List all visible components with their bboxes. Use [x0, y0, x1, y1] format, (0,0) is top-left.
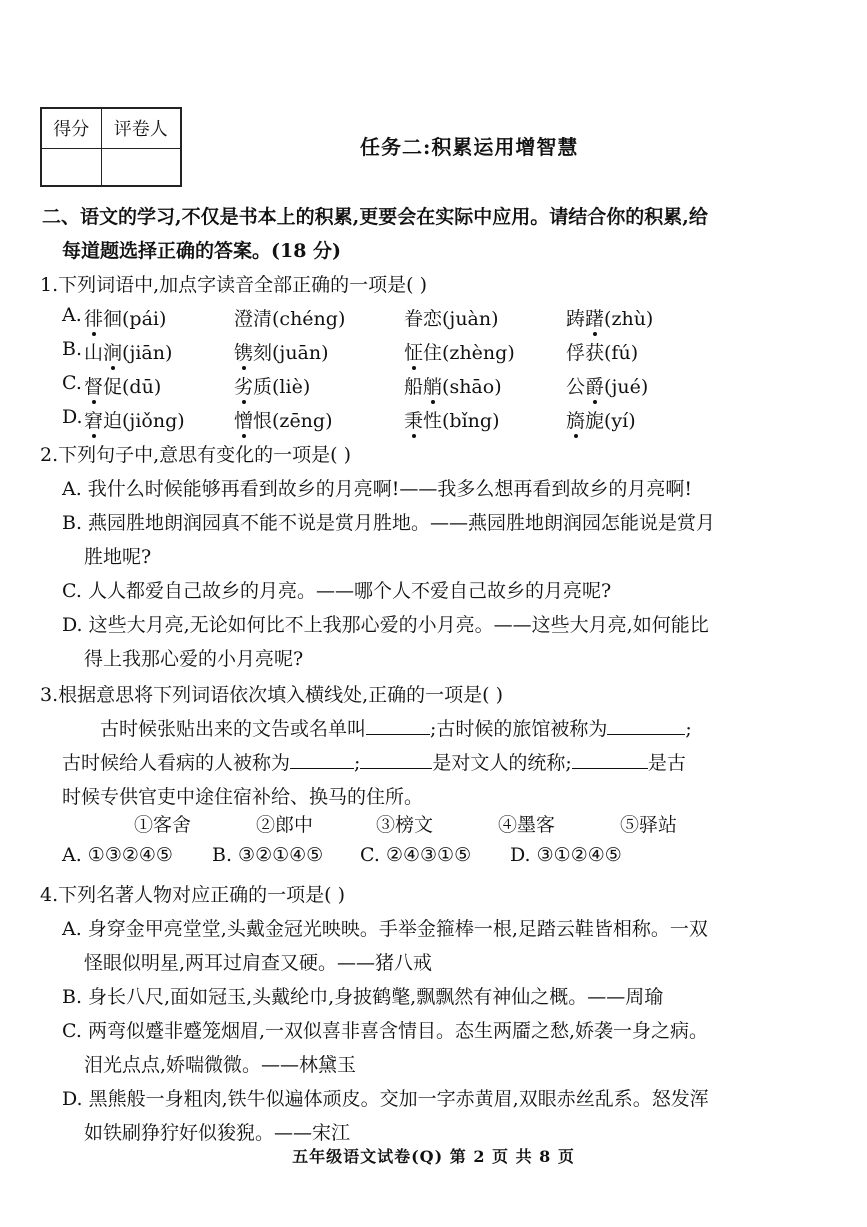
blank-5[interactable] — [572, 751, 648, 769]
q1-word-item — [566, 372, 648, 399]
dotted-character: 窘 — [84, 410, 104, 432]
q4-option-c-cont: 泪光点点,娇喘微微。——林黛玉 — [84, 1054, 357, 1076]
q4-option-b: B. 身长八尺,面如冠玉,头戴纶巾,身披鹤氅,飘飘然有神仙之概。——周瑜 — [62, 986, 664, 1008]
score-cell[interactable] — [41, 148, 101, 186]
dotted-character: 秉 — [404, 410, 424, 432]
dotted-character: 憎 — [234, 410, 254, 432]
q4-option-c: C. 两弯似蹙非蹙笼烟眉,一双似喜非喜含情目。态生两靥之愁,娇袭一身之病。 — [62, 1020, 709, 1042]
word-rest-with-pinyin: 旎(yí) — [585, 410, 636, 432]
word-rest-with-pinyin: 迫(jiǒng) — [103, 410, 185, 432]
q2-option-c: C. 人人都爱自己故乡的月亮。——哪个人不爱自己故乡的月亮呢? — [62, 580, 612, 602]
score-box — [40, 107, 182, 187]
q1-option-label: C. — [62, 372, 82, 394]
word-rest-with-pinyin: 徊(pái) — [103, 308, 167, 330]
q2-option-d: D. 这些大月亮,无论如何比不上我那心爱的小月亮。——这些大月亮,如何能比 — [62, 614, 709, 636]
blank-1[interactable] — [366, 717, 430, 735]
dotted-character: 爵 — [585, 376, 605, 398]
q1-word-item — [404, 406, 499, 433]
q1-word-item — [404, 304, 499, 331]
q3-answer-d: D. ③①②④⑤ — [510, 844, 622, 866]
q2-option-d-cont: 得上我那心爱的小月亮呢? — [84, 648, 304, 670]
q3-paragraph-line1: 古时候张贴出来的文告或名单叫 ;古时候的旅馆被称为 ; — [100, 718, 692, 740]
q3-answer-a: A. ①③②④⑤ — [62, 844, 173, 866]
word-rest-with-pinyin: (jué) — [604, 376, 649, 398]
score-label: 得分 — [41, 108, 101, 148]
word-rest-with-pinyin: 质(liè) — [253, 376, 311, 398]
q1-word-item — [234, 304, 345, 331]
q1-word-item — [566, 406, 636, 433]
blank-3[interactable] — [290, 751, 354, 769]
task-title: 任务二:积累运用增智慧 — [360, 135, 579, 159]
word-rest-with-pinyin: 获(fú) — [585, 342, 639, 364]
q1-word-item — [84, 304, 166, 331]
q3-word: ③榜文 — [376, 814, 434, 836]
q3-word: ④墨客 — [498, 814, 556, 836]
dotted-character: 涧 — [103, 342, 123, 364]
word-prefix: 澄 — [234, 308, 254, 330]
q1-word-item — [404, 338, 515, 365]
grader-cell[interactable] — [101, 148, 181, 186]
q4-option-a-cont: 怪眼似明星,两耳过肩查又硬。——猪八戒 — [84, 952, 433, 974]
q3-word-list — [0, 810, 867, 840]
word-rest-with-pinyin: 清(chéng) — [253, 308, 346, 330]
q3-paragraph-line3: 时候专供官吏中途住宿补给、换马的住所。 — [62, 786, 424, 808]
q1-word-item — [84, 406, 185, 433]
blank-4[interactable] — [360, 751, 432, 769]
q3-word: ①客舍 — [134, 814, 192, 836]
q2-option-a: A. 我什么时候能够再看到故乡的月亮啊!——我多么想再看到故乡的月亮啊! — [62, 478, 693, 500]
word-prefix: 眷 — [404, 308, 424, 330]
dotted-character: 督 — [84, 376, 104, 398]
word-rest-with-pinyin: 刻(juān) — [253, 342, 329, 364]
q4-option-d-cont: 如铁刷狰狞好似狻猊。——宋江 — [84, 1122, 351, 1144]
dotted-character: 镌 — [234, 342, 254, 364]
q3-paragraph-line2: 古时候给人看病的人被称为 ; 是对文人的统称; 是古 — [62, 752, 686, 774]
word-prefix: 俘 — [566, 342, 586, 364]
q1-word-item — [84, 372, 161, 399]
q3-stem: 3.根据意思将下列词语依次填入横线处,正确的一项是( ) — [40, 684, 504, 706]
q1-word-item — [566, 338, 638, 365]
word-prefix: 公 — [566, 376, 586, 398]
grader-label: 评卷人 — [101, 108, 181, 148]
dotted-character: 徘 — [84, 308, 104, 330]
q3-word: ⑤驿站 — [620, 814, 678, 836]
section-heading-line2: 每道题选择正确的答案。(18 分) — [62, 240, 342, 262]
blank-2[interactable] — [607, 717, 685, 735]
dotted-character: 躇 — [585, 308, 605, 330]
page-footer: 五年级语文试卷(Q) 第 2 页 共 8 页 — [292, 1147, 575, 1166]
dotted-character: 艄 — [423, 376, 443, 398]
word-rest-with-pinyin: 性(bǐng) — [423, 410, 500, 432]
word-rest-with-pinyin: (jiān) — [122, 342, 173, 364]
dotted-character: 旖 — [566, 410, 586, 432]
section-heading-line1: 二、语文的学习,不仅是书本上的积累,更要会在实际中应用。请结合你的积累,给 — [42, 206, 708, 228]
q1-option-label: D. — [62, 406, 83, 428]
q3-word: ②郎中 — [256, 814, 314, 836]
q1-word-item — [234, 372, 310, 399]
q4-stem: 4.下列名著人物对应正确的一项是( ) — [40, 884, 345, 906]
q1-word-item — [234, 406, 333, 433]
word-prefix: 山 — [84, 342, 104, 364]
q1-word-item — [234, 338, 329, 365]
q3-answer-b: B. ③②①④⑤ — [212, 844, 324, 866]
q2-stem: 2.下列句子中,意思有变化的一项是( ) — [40, 444, 352, 466]
q1-option-label: A. — [62, 304, 82, 326]
q1-word-item — [404, 372, 502, 399]
q3-answer-c: C. ②④③①⑤ — [360, 844, 472, 866]
word-prefix: 船 — [404, 376, 424, 398]
q1-word-item — [84, 338, 172, 365]
q2-option-b-cont: 胜地呢? — [84, 546, 152, 568]
word-rest-with-pinyin: 恨(zēng) — [253, 410, 333, 432]
q1-stem: 1.下列词语中,加点字读音全部正确的一项是( ) — [40, 274, 428, 296]
word-rest-with-pinyin: 住(zhèng) — [423, 342, 515, 364]
q1-option-label: B. — [62, 338, 83, 360]
q4-option-d: D. 黑熊般一身粗肉,铁牛似遍体顽皮。交加一字赤黄眉,双眼赤丝乱系。怒发浑 — [62, 1088, 709, 1110]
word-rest-with-pinyin: (shāo) — [442, 376, 502, 398]
dotted-character: 怔 — [404, 342, 424, 364]
word-rest-with-pinyin: 促(dū) — [103, 376, 162, 398]
word-prefix: 踌 — [566, 308, 586, 330]
q4-option-a: A. 身穿金甲亮堂堂,头戴金冠光映映。手举金箍棒一根,足踏云鞋皆相称。一双 — [62, 918, 708, 940]
word-rest-with-pinyin: 恋(juàn) — [423, 308, 499, 330]
q1-word-item — [566, 304, 653, 331]
dotted-character: 劣 — [234, 376, 254, 398]
word-rest-with-pinyin: (zhù) — [604, 308, 654, 330]
q2-option-b: B. 燕园胜地朗润园真不能不说是赏月胜地。——燕园胜地朗润园怎能说是赏月 — [62, 512, 716, 534]
